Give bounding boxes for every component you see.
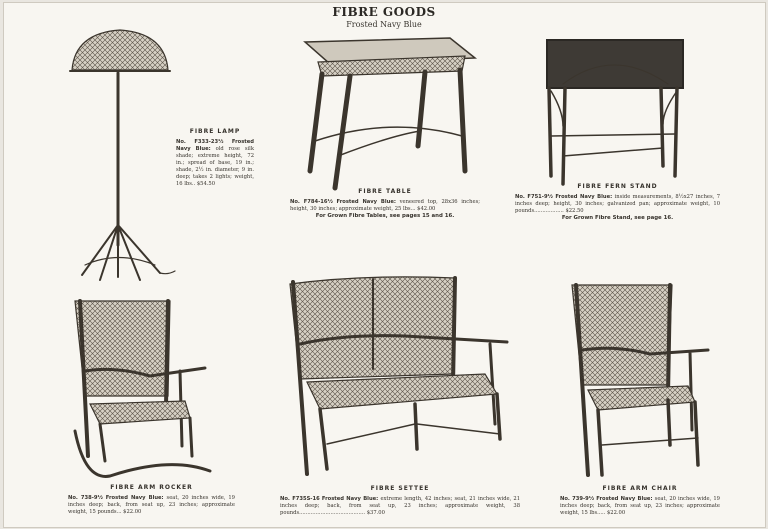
page-subtitle: Frosted Navy Blue <box>346 20 422 29</box>
fibre-arm-rocker-illustration <box>70 296 215 486</box>
fibre-fern-stand-illustration <box>543 36 688 186</box>
fibre-arm-chair-illustration <box>570 280 715 480</box>
fibre-settee-illustration <box>285 274 513 484</box>
page-title: FIBRE GOODS <box>332 5 436 19</box>
settee-caption: FIBRE SETTEE No. F735S-16 Frosted Navy Blue: extreme length, 42 inches; seat, 21 inches wide, 21 inches deep; back, from seat up, 23 inches; approximate weight, 38 pounds........................................ $37.00 <box>280 485 521 516</box>
fibre-table-illustration <box>300 36 480 191</box>
fibre-lamp-illustration <box>60 25 180 285</box>
table-caption: FIBRE TABLE No. F784-16½ Frosted Navy Blue: veneered top, 28x36 inches; height, 30 inches; approximate weight, 25 lbs... $42.00 For Grown Fibre Tables, see pages 15 and 16. <box>290 188 480 219</box>
rocker-caption: FIBRE ARM ROCKER No. 738-9½ Frosted Navy Blue: seat, 20 inches wide, 19 inches deep; back, from seat up, 23 inches; approximate weight, 15 pounds... $22.00 <box>68 484 235 515</box>
lamp-caption: FIBRE LAMP No. F333-23½ Frosted Navy Blue: old rose silk shade; extreme height, 72 in.; spread of base, 19 in.; shade, 2½ in. diameter, 9 in. deep; takes 2 lights; weight, 16 lbs.. $54.50 <box>176 128 254 187</box>
arm-chair-caption: FIBRE ARM CHAIR No. 739-9½ Frosted Navy Blue: seat, 20 inches wide, 19 inches deep; back, from seat up, 23 inches; approximate weight, 15 lbs..... $22.00 <box>560 485 720 516</box>
fern-stand-caption: FIBRE FERN STAND No. F751-9½ Frosted Navy Blue: inside measurements, 8½x27 inches, 7 inches deep; height, 30 inches; galvanized pan; approximate weight, 10 pounds.................. $22.50 For Grown Fibre Stand, see page 16. <box>515 183 720 221</box>
